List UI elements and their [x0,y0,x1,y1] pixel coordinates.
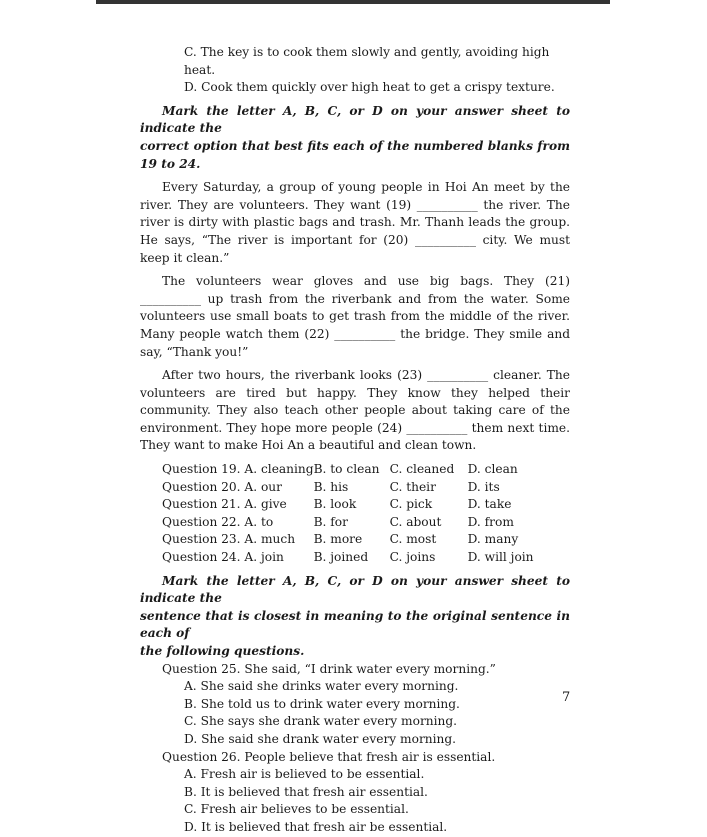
question-21-option-b: B. look [313,497,357,512]
section2-instruction-line2: sentence that is closest in meaning to the original sentence in each of [140,608,570,641]
question-20-option-b: B. his [313,479,349,494]
section2-instruction-line3: the following questions. [140,644,305,658]
question-24-option-c: C. joins [389,550,436,565]
page-number: 7 [562,690,571,705]
question-row-24 [162,549,548,567]
question-20-option-d: D. its [467,479,500,494]
question-20-option-a: Question 20. A. our [162,479,282,494]
question-25-option-a: A. She said she drinks water every morning. [184,679,459,694]
question-23-option-d: D. many [467,532,519,547]
question-26-option-a: A. Fresh air is believed to be essential. [184,767,425,782]
question-19-option-c: C. cleaned [389,462,455,477]
question-19-option-d: D. clean [467,462,518,477]
question-21-option-a: Question 21. A. give [162,497,287,512]
question-24-option-d: D. will join [467,550,534,565]
question-row-20 [162,479,548,497]
question-row-21 [162,496,548,514]
question-25-option-b: B. She told us to drink water every morning. [184,696,460,711]
question-26-stem: Question 26. People believe that fresh air is essential. [162,749,496,764]
question-26-option-d: D. It is believed that fresh air be essential. [184,819,448,834]
cloze-questions-table [162,461,548,567]
question-25-option-c: C. She says she drank water every morning. [184,714,458,729]
prev-option-c: C. The key is to cook them slowly and gently, avoiding high heat. [184,45,550,77]
prev-option-d: D. Cook them quickly over high heat to get a crispy texture. [184,80,555,95]
question-19-option-b: B. to clean [313,462,380,477]
question-20-option-c: C. their [389,479,436,494]
question-22-option-a: Question 22. A. to [162,514,274,529]
question-22-option-b: B. for [313,514,348,529]
question-22-option-d: D. from [467,514,514,529]
section1-instruction-line2: correct option that best fits each of the numbered blanks from 19 to 24. [140,138,570,171]
question-26-option-c: C. Fresh air believes to be essential. [184,802,409,817]
passage-paragraph-3: After two hours, the riverbank looks (23) __________ cleaner. The volunteers are tired but happy. They know they helped their community. They also teach other people about taking care of the environment. They hope more people (24) __________ them next time. They want to make Hoi An a beautiful and clean town. [140,368,570,453]
question-row-22 [162,514,548,532]
question-24-option-a: Question 24. A. join [162,550,284,565]
top-rule [96,0,610,4]
question-25-stem: Question 25. She said, “I drink water every morning.” [162,661,496,676]
question-19-option-a: Question 19. A. cleaning [162,462,314,477]
question-23-option-b: B. more [313,532,363,547]
question-21-option-d: D. take [467,497,512,512]
page-content [140,44,570,837]
passage-paragraph-1: Every Saturday, a group of young people in Hoi An meet by the river. They are volunteers. They want (19) __________ the river. The river is dirty with plastic bags and trash. Mr. Thanh leads the group. He says, “The river is important for (20) __________ city. We must keep it clean.” [140,180,570,265]
passage-paragraph-2: The volunteers wear gloves and use big bags. They (21) __________ up trash from the riverbank and from the water. Some volunteers use small boats to get trash from the middle of the river. Many people watch them (22) __________ the bridge. They smile and say, “Thank you!” [140,274,570,359]
question-row-23 [162,531,548,549]
question-row-19 [162,461,548,479]
question-26-option-b: B. It is believed that fresh air essential. [184,784,428,799]
section2-instruction-line1: Mark the letter A, B, C, or D on your answer sheet to indicate the [140,573,570,606]
question-25-option-d: D. She said she drank water every morning. [184,731,457,746]
question-23-option-a: Question 23. A. much [162,532,296,547]
question-24-option-b: B. joined [313,550,369,565]
question-21-option-c: C. pick [389,497,433,512]
question-22-option-c: C. about [389,514,442,529]
section1-instruction-line1: Mark the letter A, B, C, or D on your answer sheet to indicate the [140,103,570,136]
question-23-option-c: C. most [389,532,437,547]
